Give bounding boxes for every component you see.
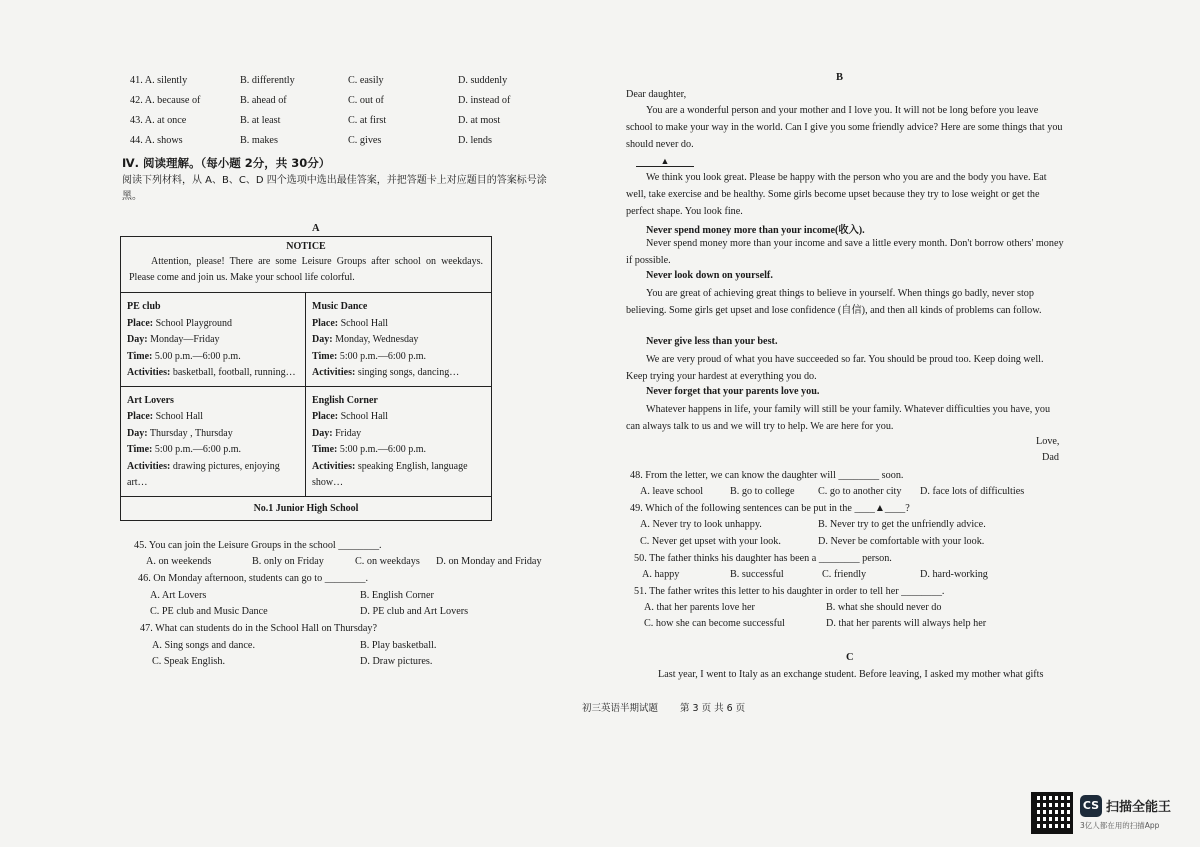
day-label: Day: [312,334,333,345]
option-c: C. gives [348,135,382,146]
option-a: A. Never try to look unhappy. [640,519,762,530]
question-number: 41. [130,75,143,86]
question-45-stem: 45. You can join the Leisure Groups in the school ________. [134,540,382,551]
notice-intro: Attention, please! There are some Leisure Groups after school on weekdays. Please come and join us. Make your school life colorful. [121,254,491,293]
section-title: Ⅳ. 阅读理解。（每小题 2分，共 30分） [122,156,331,170]
advice-heading: Never spend money more than your income(收入). [646,225,865,236]
option-b: B. Never try to get the unfriendly advice. [818,519,986,530]
activities-label: Activities: [127,460,171,472]
option-d: D. instead of [458,95,511,106]
advice-heading: Never give less than your best. [646,336,778,347]
option-d: D. hard-working [920,569,988,580]
day-label: Day: [312,427,333,439]
activities-value: drawing pictures, enjoying art… [127,460,280,488]
day-value: Friday [335,427,362,439]
option-b: B. makes [240,135,278,146]
question-51-stem: 51. The father writes this letter to his daughter in order to tell her ________. [634,586,945,597]
club-name: English Corner [312,394,378,406]
question-49-stem: 49. Which of the following sentences can be put in the ____▲____? [630,503,910,514]
activities-label: Activities: [127,367,171,378]
option-d: D. that her parents will always help her [826,618,987,629]
watermark-tagline: 3亿人都在用的扫描App [1080,821,1160,830]
day-value: Thursday , Thursday [149,427,233,439]
option-d: D. at most [458,115,501,126]
letter-signature: Dad [1042,452,1059,463]
blank-line [636,156,694,167]
option-d: D. suddenly [458,75,508,86]
footer-page-number: 第 3 页 共 6 页 [680,703,746,714]
option-a: A. Art Lovers [150,590,207,601]
option-c: C. easily [348,75,384,86]
letter-paragraph: You are a wonderful person and your mother and I love you. It will not be long before you leave school to make your way in the world. Can I give you some friendly advice? Here are some things that you should never do. [626,105,1063,150]
place-label: Place: [312,317,339,329]
club-cell-art-lovers [121,387,306,496]
option-b: B. Play basketball. [360,640,437,651]
time-value: 5:00 p.m.—6:00 p.m. [339,444,426,455]
option-a: A. leave school [640,486,704,497]
time-label: Time: [127,444,153,455]
letter-paragraph: Whatever happens in life, your family will still be your family. Whatever difficulties you have, you can always talk to us and we will try to help. We are here for you. [626,404,1051,432]
place-value: School Hall [340,411,389,422]
option-b: B. only on Friday [252,556,324,567]
place-label: Place: [127,317,154,329]
footer-title: 初三英语半期试题 [582,703,659,714]
letter-paragraph: We are very proud of what you have succeeded so far. You should be proud too. Keep doing well. Keep trying your hardest at everything you do. [626,354,1044,382]
option-a: A. that her parents love her [644,602,755,613]
option-c: C. how she can become successful [644,618,785,629]
question-47-stem: 47. What can students do in the School Hall on Thursday? [140,623,378,634]
place-label: Place: [312,411,339,422]
activities-value: singing songs, dancing… [357,367,460,378]
question-number: 44. [130,135,143,146]
option-b: B. differently [240,75,295,86]
option-a: A. Sing songs and dance. [152,640,255,651]
advice-heading: Never look down on yourself. [646,270,773,281]
option-d: D. on Monday and Friday [436,556,542,567]
letter-paragraph: You are great of achieving great things to believe in yourself. When things go badly, never stop believing. Some girls get upset and lose confidence (自信), and then all kinds of problems can follow. [626,288,1042,316]
option-c: C. at first [348,115,387,126]
letter-paragraph: Never spend money more than your income and save a little every month. Don't borrow others' money if possible. [626,238,1064,266]
day-value: Monday—Friday [150,334,220,345]
option-b: B. go to college [730,486,795,497]
mcq-row-41 [130,74,187,87]
time-value: 5:00 p.m.—6:00 p.m. [154,444,241,455]
notice-title: NOTICE [286,241,326,252]
option-a: A. at once [144,115,187,126]
passage-a-label: A [312,223,320,234]
place-value: School Playground [155,317,232,329]
place-value: School Hall [340,317,389,329]
activities-value: basketball, football, running… [172,367,296,378]
option-c: C. friendly [822,569,867,580]
day-label: Day: [127,427,148,439]
question-50-stem: 50. The father thinks his daughter has been a ________ person. [634,553,892,564]
option-b: B. English Corner [360,590,434,601]
passage-b-label: B [836,72,844,83]
advice-heading: Never forget that your parents love you. [646,386,820,397]
passage-c-label: C [846,652,854,663]
notice-box [120,236,492,521]
option-c: C. Speak English. [152,656,226,667]
option-a: A. because of [144,95,201,106]
option-a: A. happy [642,569,680,580]
option-d: D. face lots of difficulties [920,486,1025,497]
place-label: Place: [127,411,154,422]
club-cell-music-dance [306,293,491,387]
option-b: B. successful [730,569,784,580]
option-c: C. out of [348,95,384,106]
notice-footer: No.1 Junior High School [121,496,491,520]
section-instructions: 阅读下列材料，从 A、B、C、D 四个选项中选出最佳答案，并把答题卡上对应题目的答案标号涂黑。 [122,175,547,202]
option-c: C. go to another city [818,486,902,497]
mcq-row-42 [130,94,200,107]
option-d: D. Draw pictures. [360,656,433,667]
letter-greeting: Dear daughter, [626,89,687,100]
option-c: C. Never get upset with your look. [640,536,781,547]
activities-label: Activities: [312,367,356,378]
club-name: PE club [127,301,161,312]
activities-label: Activities: [312,460,356,472]
option-c: C. on weekdays [355,556,420,567]
watermark-brand: 扫描全能王 [1106,800,1172,815]
club-name: Art Lovers [127,394,174,406]
blank-marker: ▲ [636,156,694,167]
club-name: Music Dance [312,301,368,312]
option-d: D. Never be comfortable with your look. [818,536,985,547]
time-value: 5:00 p.m.—6:00 p.m. [339,350,426,362]
option-b: B. what she should never do [826,602,942,613]
option-a: A. on weekends [146,556,212,567]
question-number: 42. [130,95,143,106]
letter-paragraph: We think you look great. Please be happy with the person who you are and the body you have. Eat well, take exercise and be healthy. Some girls become upset because they try to lose weight or get the perfect shape. You look fine. [626,172,1047,217]
club-cell-english-corner [306,387,491,496]
option-d: D. lends [458,135,492,146]
activities-value: speaking English, language show… [312,460,468,488]
option-b: B. at least [240,115,281,126]
passage-c-text: Last year, I went to Italy as an exchange student. Before leaving, I asked my mother what gifts [658,669,1044,680]
option-d: D. PE club and Art Lovers [360,606,469,617]
time-label: Time: [312,350,338,362]
place-value: School Hall [155,411,204,422]
time-value: 5.00 p.m.—6:00 p.m. [154,350,241,362]
camscanner-logo-icon: CS [1080,795,1102,817]
option-a: A. shows [144,135,183,146]
question-number: 43. [130,115,143,126]
option-a: A. silently [144,75,188,86]
time-label: Time: [127,350,153,362]
question-48-stem: 48. From the letter, we can know the daughter will ________ soon. [630,470,904,481]
mcq-row-43 [130,114,186,127]
mcq-row-44 [130,134,183,147]
day-value: Monday, Wednesday [335,334,419,345]
option-b: B. ahead of [240,95,287,106]
letter-closing: Love, [1036,436,1060,447]
time-label: Time: [312,444,338,455]
option-c: C. PE club and Music Dance [150,606,268,617]
qr-code-icon [1031,792,1073,834]
day-label: Day: [127,334,148,345]
question-46-stem: 46. On Monday afternoon, students can go to ________. [138,573,369,584]
club-cell-pe [121,293,306,387]
